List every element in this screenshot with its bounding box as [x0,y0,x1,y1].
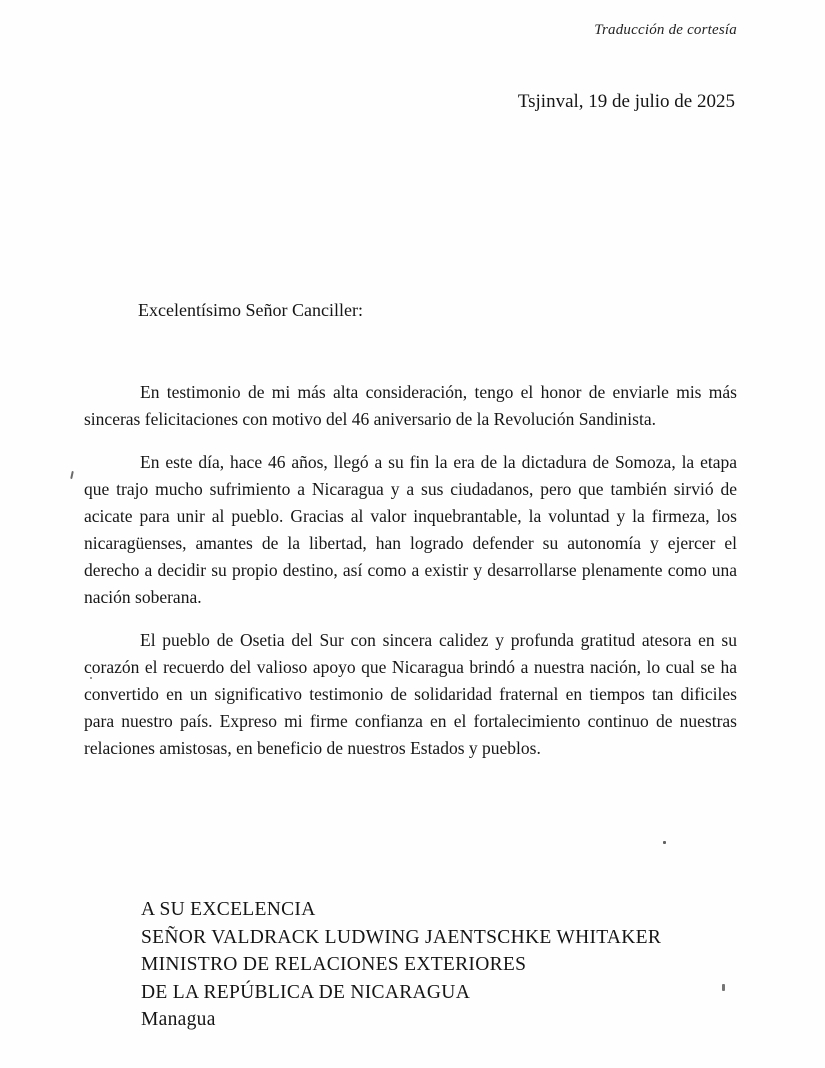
letter-body [84,379,737,778]
address-line-city: Managua [141,1009,216,1030]
courtesy-translation-note: Traducción de cortesía [594,22,737,38]
scan-artifact [663,841,666,844]
scan-artifact [722,984,725,991]
address-line-recipient-title: MINISTRO DE RELACIONES EXTERIORES [141,954,527,975]
scan-artifact [70,471,74,479]
letter-paragraph: En este día, hace 46 años, llegó a su fin la era de la dictadura de Somoza, la etapa que trajo mucho sufrimiento a Nicaragua y a sus ciudadanos, pero que también sirvió de acicate para unir al pueblo. Gracias al valor inquebrantable, la voluntad y la firmeza, los nicaragüenses, amantes de la libertad, han logrado defender su autonomía y ejercer el derecho a decidir su propio destino, así como a existir y desarrollarse plenamente como una nación soberana. [84,452,737,607]
letter-paragraph: El pueblo de Osetia del Sur con sincera calidez y profunda gratitud atesora en su corazón el recuerdo del valioso apoyo que Nicaragua brindó a nuestra nación, lo cual se ha convertido en un significativo testimonio de solidaridad fraternal en tiempos tan dificiles para nuestro país. Expreso mi firme confianza en el fortalecimiento continuo de nuestras relaciones amistosas, en beneficio de nuestros Estados y pueblos. [84,630,737,758]
address-line-country: DE LA REPÚBLICA DE NICARAGUA [141,981,471,1003]
address-line-excellency: A SU EXCELENCIA [141,899,316,920]
address-line-recipient-name: SEÑOR VALDRACK LUDWING JAENTSCHKE WHITAKER [141,926,662,948]
recipient-address-block [141,896,661,1034]
letter-paragraph: En testimonio de mi más alta consideración, tengo el honor de enviarle mis más sinceras felicitaciones con motivo del 46 aniversario de la Revolución Sandinista. [84,382,737,429]
letter-dateline: Tsjinval, 19 de julio de 2025 [517,91,735,112]
scan-artifact [90,677,92,679]
letter-salutation: Excelentísimo Señor Canciller: [138,300,363,320]
